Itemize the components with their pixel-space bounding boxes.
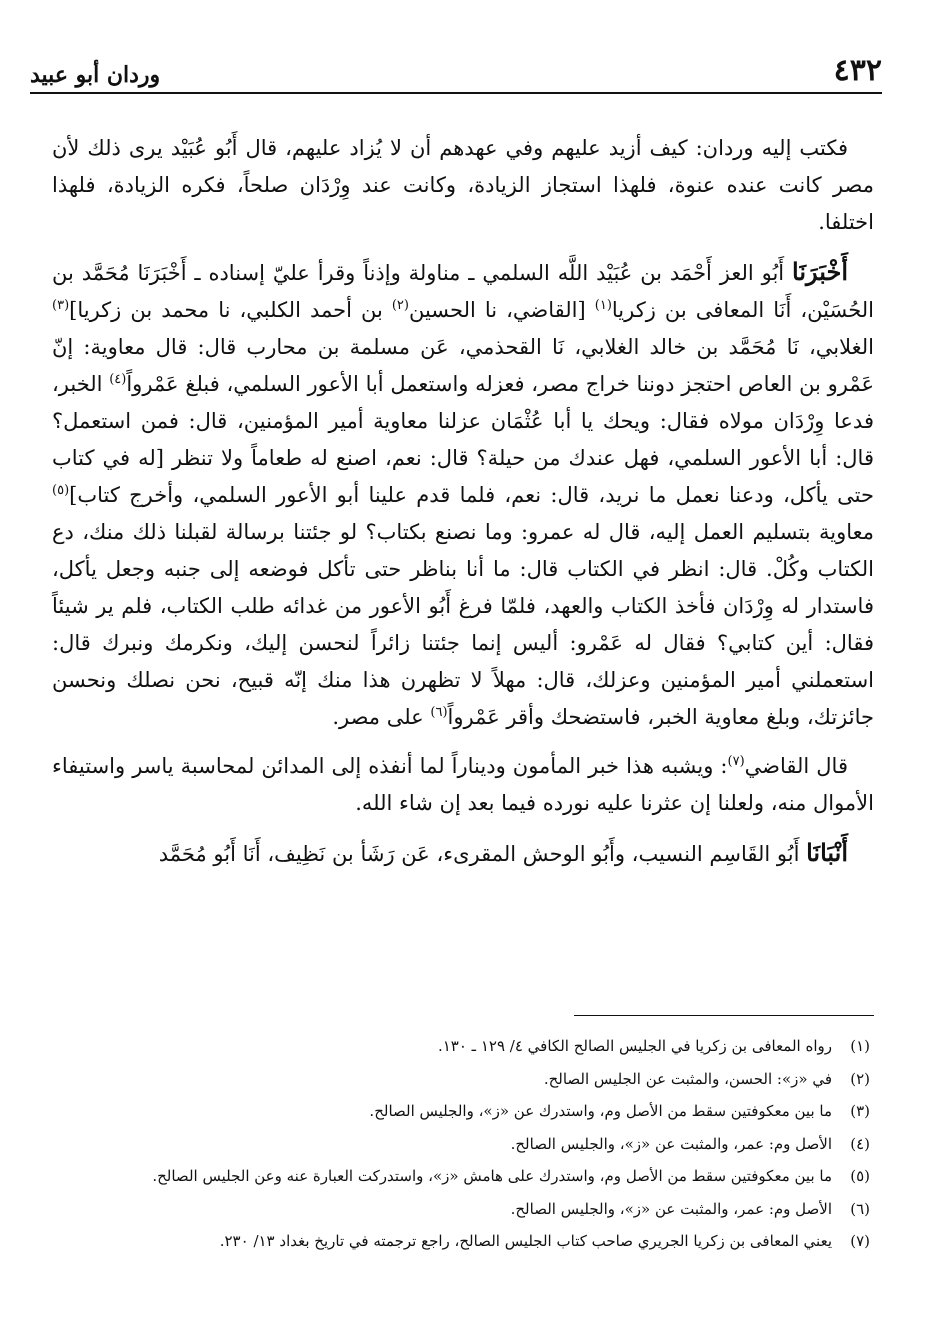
- footnote: [60, 1160, 870, 1193]
- running-title: وردان أبو عبيد: [30, 62, 161, 88]
- footnote-text: يعني المعافى بن زكريا الجريري صاحب كتاب الجليس الصالح، راجع ترجمته في تاريخ بغداد ١٣/ ٢٣٠.: [219, 1232, 832, 1250]
- footnote: [60, 1225, 870, 1258]
- footnote-text: في «ز»: الحسن، والمثبت عن الجليس الصالح.: [543, 1069, 832, 1088]
- footnote-text: ما بين معكوفتين سقط من الأصل وم، واستدرك على هامش «ز»، واستدركت العبارة عنه وعن الجليس الصالح.: [152, 1167, 832, 1185]
- text-run: أَبُو العز أَحْمَد بن عُبَيْد اللَّه السلمي ـ مناولة وإذناً وقرأ عليّ إسناده ـ أَخْبَرَنَا مُحَمَّد بن الحُسَيْن، أَنَا المعافى بن زكريا: [52, 261, 875, 322]
- footnote-ref-4[interactable]: (٤): [109, 372, 127, 387]
- footnote-number: (٢): [850, 1069, 870, 1088]
- paragraph-4: [52, 834, 874, 873]
- footnote-text: ما بين معكوفتين سقط من الأصل وم، واستدرك عن «ز»، والجليس الصالح.: [369, 1102, 832, 1120]
- text-run: معاوية بتسليم العمل إليه، قال له عمرو: وما نصنع بكتاب؟ لو جئتنا برسالة لقبلنا ذلك منك، دع الكتاب وكُلْ. قال: انظر في الكتاب قال: ما أنا بناظر حتى تأكل فوضعه إلى جنبه وجعل يأكل، فاستدار له وِرْدَان فأخذ الكتاب والعهد، فلمّا فرغ أَبُو الأعور من غدائه طلب الكتاب، فلم ير شيئاً فقال: أين كتابي؟ فقال له عَمْرو: أليس إنما جئتنا زائراً لنحسن إليك، ونكرمك ونبرك قال: استعملني أمير المؤمنين وعزلك، قال: مهلاً لا تظهرن هذا منك إنّه قبيح، نحن نصلك ونحسن جائزتك، وبلغ معاوية الخبر، فاستضحك وأقر عَمْرواً: [52, 520, 874, 729]
- main-text: [52, 130, 874, 885]
- footnote-number: (٤): [850, 1134, 870, 1153]
- footnote-divider: [574, 1015, 874, 1016]
- footnote-text: الأصل وم: عمر، والمثبت عن «ز»، والجليس الصالح.: [510, 1134, 832, 1153]
- footnote-ref-5[interactable]: (٥): [52, 483, 70, 498]
- footnote: [60, 1095, 870, 1128]
- paragraph-3: [52, 748, 874, 822]
- footnote-ref-1[interactable]: (١): [594, 298, 612, 313]
- footnote-ref-2[interactable]: (٢): [391, 298, 409, 313]
- footnote-number: (٧): [850, 1232, 870, 1250]
- footnote-ref-7[interactable]: (٧): [727, 754, 745, 769]
- text-run: الغلابي، نَا مُحَمَّد بن خالد الغلابي، نَا القحذمي، عَن مسلمة بن محارب قال: قال معاوية: إنّ عَمْرو بن العاص احتجز دوننا خراج مصر، فعزله واستعمل أبا الأعور السلمي، فبلغ عَمْرواً: [52, 335, 875, 396]
- footnote-text: رواه المعافى بن زكريا في الجليس الصالح الكافي ٤/ ١٢٩ ـ ١٣٠.: [437, 1037, 832, 1055]
- paragraph-2: [52, 253, 874, 736]
- footnote-text: الأصل وم: عمر، والمثبت عن «ز»، والجليس الصالح.: [510, 1199, 832, 1218]
- footnote: [60, 1128, 870, 1161]
- text-run: بن أحمد الكلبي، نا محمد بن زكريا]: [69, 298, 392, 322]
- text-run: على مصر.: [332, 705, 431, 729]
- footnote-number: (١): [850, 1037, 870, 1055]
- text-run: قال القاضي: [744, 754, 848, 778]
- footnote: [60, 1063, 870, 1096]
- page-number: ٤٣٢: [833, 53, 882, 88]
- footnote-number: (٦): [850, 1199, 870, 1218]
- page-header: [30, 50, 882, 94]
- footnote-number: (٥): [850, 1167, 870, 1185]
- text-run: الخبر، فدعا وِرْدَان مولاه فقال: ويحك يا أبا عُثْمَان عزلنا معاوية أمير المؤمنين، قال: فمن استعمل؟ قال: أبا الأعور السلمي، فهل عندك من حيلة؟ قال: نعم، اصنع له طعاماً ولا تنظر [له في كتاب حتى يأكل، ودعنا نعمل ما نريد، قال: نعم، فلما قدم علينا أبو الأعور السلمي، وأخرج كتاب]: [52, 372, 874, 507]
- footnote: [60, 1030, 870, 1063]
- footnote-ref-3[interactable]: (٣): [52, 298, 70, 313]
- footnote: [60, 1193, 870, 1226]
- footnote-ref-6[interactable]: (٦): [430, 705, 448, 720]
- text-run: أَبُو القَاسِم النسيب، وأَبُو الوحش المقرىء، عَن رَشَأ بن نَظِيف، أَنَا أَبُو مُحَمَّد: [158, 842, 807, 866]
- text-run: : ويشبه هذا خبر المأمون وديناراً لما أنفذه إلى المدائن لمحاسبة ياسر واستيفاء الأموال منه، ولعلنا إن عثرنا عليه نورده فيما بعد إن شاء الله.: [52, 754, 874, 815]
- isnad-lead-word: أَخْبَرَنَا: [792, 257, 848, 286]
- paragraph-1: فكتب إليه وردان: كيف أزيد عليهم وفي عهدهم أن لا يُزاد عليهم، قال أَبُو عُبَيْد يرى ذلك لأن مصر كانت عنده عنوة، فلهذا استجاز الزيادة، وكانت عند وِرْدَان صلحاً، فكره الزيادة، فلهذا اختلفا.: [52, 136, 874, 234]
- footnote-number: (٣): [850, 1102, 870, 1120]
- text-run: [القاضي، نا الحسين: [408, 298, 595, 322]
- isnad-lead-word: أَنْبَانَا: [806, 838, 848, 867]
- footnotes: [60, 1030, 870, 1258]
